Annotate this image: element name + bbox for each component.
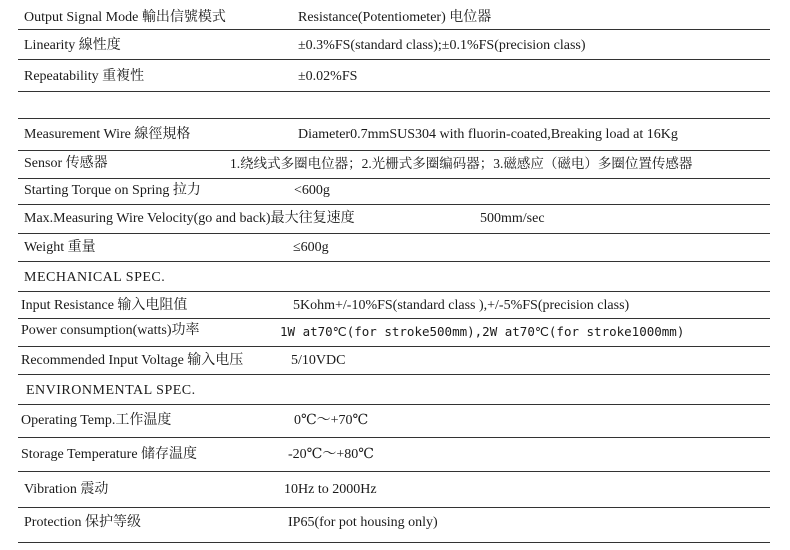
spec-row-storage-temp (18, 438, 770, 472)
spec-row-input-resistance (18, 292, 770, 319)
spec-row-sensor (18, 151, 770, 179)
spec-label: Storage Temperature 储存温度 (21, 447, 198, 462)
section-title: ENVIRONMENTAL SPEC. (26, 383, 196, 398)
spec-label: Input Resistance 输入电阻值 (21, 298, 188, 313)
spec-row-measurement-wire (18, 118, 770, 151)
spec-value: 1W at70℃(for stroke500mm),2W at70℃(for stroke1000mm) (280, 324, 685, 339)
spec-value: 500mm/sec (480, 211, 545, 226)
section-title: MECHANICAL SPEC. (24, 270, 166, 285)
spec-label: Max.Measuring Wire Velocity(go and back)最大往复速度 (24, 211, 355, 226)
spec-label: Repeatability 重複性 (24, 69, 145, 84)
spec-row-output-signal (18, 0, 770, 30)
spec-row-weight (18, 234, 770, 262)
spec-value: 5/10VDC (291, 353, 346, 368)
spec-row-operating-temp (18, 405, 770, 438)
spec-value: ±0.3%FS(standard class);±0.1%FS(precision class) (298, 38, 586, 53)
spec-row-protection (18, 508, 770, 543)
spec-value: 1.绕线式多圈电位器；2.光栅式多圈编码器；3.磁感应（磁电）多圈位置传感器 (230, 156, 693, 171)
spec-value: 0℃～+70℃ (294, 413, 369, 428)
spec-label: Sensor 传感器 (24, 156, 108, 171)
spec-value: Diameter0.7mmSUS304 with fluorin-coated,Breaking load at 16Kg (298, 127, 678, 142)
spec-value: 5Kohm+/-10%FS(standard class ),+/-5%FS(precision class) (293, 298, 630, 313)
spec-label: Output Signal Mode 輸出信號模式 (24, 10, 226, 25)
spec-label: Vibration 震动 (24, 482, 109, 497)
spec-row-input-voltage (18, 347, 770, 375)
spec-label: Protection 保护等级 (24, 515, 142, 530)
spec-label: Power consumption(watts)功率 (21, 323, 200, 338)
spec-label: Linearity 線性度 (24, 38, 121, 53)
spec-label: Starting Torque on Spring 拉力 (24, 183, 201, 198)
spec-value: <600g (294, 183, 330, 198)
spec-label: Recommended Input Voltage 输入电压 (21, 353, 244, 368)
spec-row-linearity (18, 30, 770, 60)
spec-value: IP65(for pot housing only) (288, 515, 438, 530)
spec-value: ≤600g (293, 240, 329, 255)
spec-label: Measurement Wire 線徑規格 (24, 127, 191, 142)
spec-value: 10Hz to 2000Hz (284, 482, 377, 497)
spec-row-starting-torque (18, 179, 770, 205)
spec-row-vibration (18, 472, 770, 508)
section-heading-environmental (18, 375, 770, 405)
spec-value: Resistance(Potentiometer) 电位器 (298, 10, 492, 25)
section-heading-mechanical (18, 262, 770, 292)
spec-row-power-consumption (18, 319, 770, 347)
spec-row-repeatability (18, 60, 770, 92)
spec-row-max-velocity (18, 205, 770, 234)
spec-label: Weight 重量 (24, 240, 96, 255)
spec-value: -20℃～+80℃ (288, 447, 374, 462)
spec-value: ±0.02%FS (298, 69, 358, 84)
spec-label: Operating Temp.工作温度 (21, 413, 172, 428)
